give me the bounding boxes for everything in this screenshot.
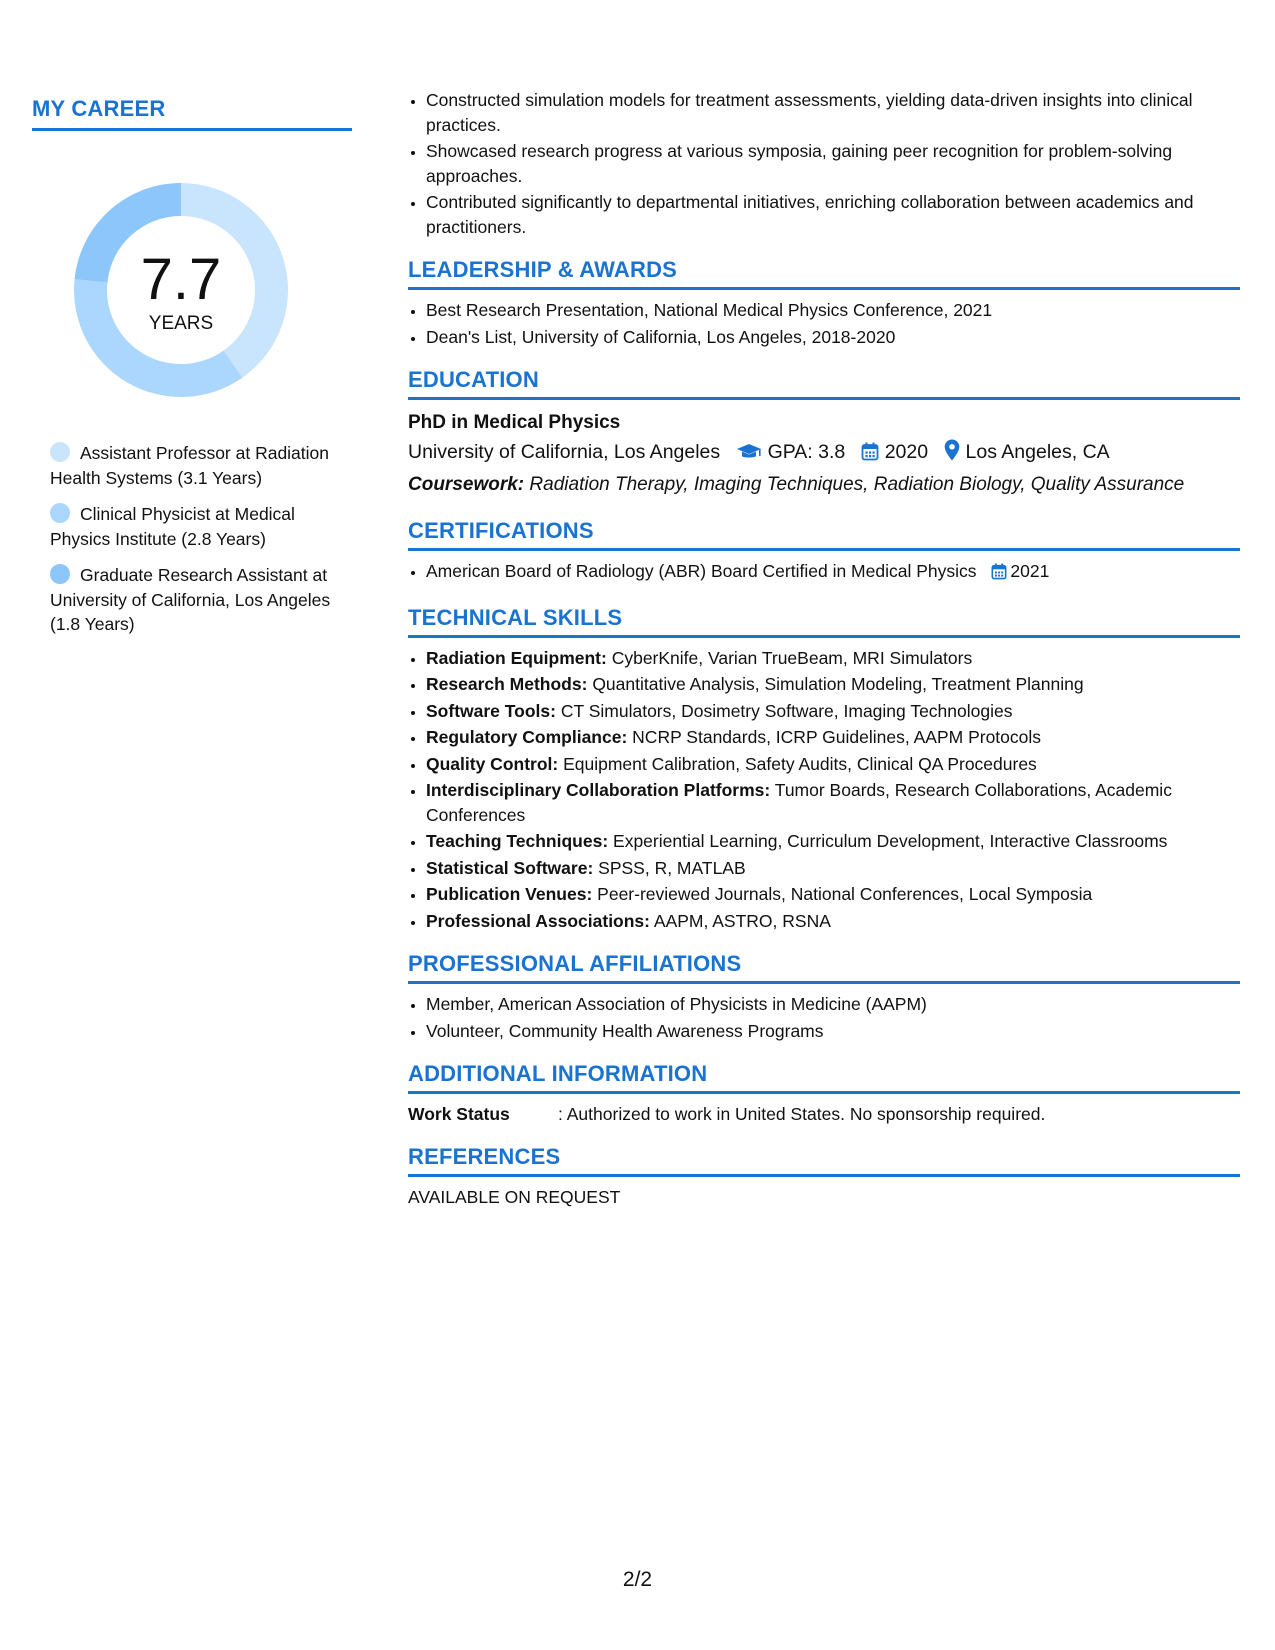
references-text: AVAILABLE ON REQUEST bbox=[408, 1187, 621, 1207]
skill-label: Statistical Software: bbox=[426, 857, 594, 878]
legend-item bbox=[50, 441, 340, 490]
section-title: LEADERSHIP & AWARDS bbox=[408, 257, 1240, 290]
list-item: • Best Research Presentation, National Medical Physics Conference, 2021 bbox=[426, 298, 1240, 323]
legend-dot bbox=[50, 442, 70, 462]
list-item bbox=[426, 909, 1240, 934]
list-item bbox=[426, 646, 1240, 671]
coursework-value: Radiation Therapy, Imaging Techniques, Radiation Biology, Quality Assurance bbox=[529, 474, 1185, 495]
skill-value: AAPM, ASTRO, RSNA bbox=[653, 910, 831, 931]
list-item bbox=[426, 699, 1240, 724]
references-section bbox=[408, 1144, 1240, 1208]
section-title: EDUCATION bbox=[408, 367, 1240, 400]
certifications-list bbox=[408, 559, 1240, 587]
skill-label: Regulatory Compliance: bbox=[426, 727, 628, 747]
skill-value: Tumor Boards, Research Collaborations, Academic Conferences bbox=[426, 780, 1172, 825]
coursework bbox=[408, 470, 1240, 500]
page-number: 2/2 bbox=[622, 1568, 653, 1591]
legend-item bbox=[50, 502, 340, 551]
skill-value: Experiential Learning, Curriculum Development, Interactive Classrooms bbox=[613, 831, 1168, 851]
graduation-cap-icon bbox=[736, 440, 762, 470]
certification-name: American Board of Radiology (ABR) Board Certified in Medical Physics bbox=[426, 561, 977, 581]
list-item bbox=[426, 672, 1240, 697]
list-item bbox=[426, 778, 1240, 827]
skill-value: SPSS, R, MATLAB bbox=[598, 857, 746, 878]
legend-dot bbox=[50, 503, 70, 523]
certification-year: 2021 bbox=[1010, 561, 1050, 581]
work-status bbox=[408, 1102, 1240, 1126]
experience-bullets bbox=[408, 88, 1240, 239]
career-years-unit: YEARS bbox=[148, 313, 214, 334]
skills-section bbox=[408, 605, 1240, 934]
list-item: • Member, American Association of Physicists in Medicine (AAPM) bbox=[426, 992, 1240, 1017]
career-legend bbox=[50, 441, 340, 637]
list-item: • Volunteer, Community Health Awareness Programs bbox=[426, 1019, 1240, 1044]
degree-title: PhD in Medical Physics bbox=[408, 412, 621, 433]
map-pin-icon bbox=[944, 439, 960, 470]
list-item: • Showcased research progress at various symposia, gaining peer recognition for problem-solving approaches. bbox=[426, 139, 1240, 188]
list-item bbox=[426, 725, 1240, 750]
calendar-icon bbox=[991, 562, 1007, 587]
gpa-value: GPA: 3.8 bbox=[767, 441, 846, 463]
legend-label: Assistant Professor at Radiation Health Systems (3.1 Years) bbox=[50, 443, 330, 488]
skill-label: Software Tools: bbox=[426, 700, 556, 721]
career-sidebar bbox=[32, 96, 352, 649]
section-title: REFERENCES bbox=[408, 1144, 1240, 1177]
skill-value: Quantitative Analysis, Simulation Modeling, Treatment Planning bbox=[592, 674, 1084, 694]
list-item bbox=[426, 856, 1240, 881]
section-title: PROFESSIONAL AFFILIATIONS bbox=[408, 951, 1240, 984]
skill-label: Professional Associations: bbox=[426, 910, 650, 931]
career-title: MY CAREER bbox=[32, 96, 352, 131]
legend-label: Clinical Physicist at Medical Physics Institute (2.8 Years) bbox=[50, 504, 295, 549]
legend-item bbox=[50, 563, 340, 637]
additional-section bbox=[408, 1061, 1240, 1126]
calendar-icon bbox=[861, 440, 879, 470]
affiliations-list bbox=[408, 992, 1240, 1043]
skill-label: Teaching Techniques: bbox=[426, 831, 609, 851]
section-title: ADDITIONAL INFORMATION bbox=[408, 1061, 1240, 1094]
legend-dot bbox=[50, 564, 70, 584]
list-item bbox=[426, 559, 1240, 587]
affiliations-section bbox=[408, 951, 1240, 1043]
graduation-year: 2020 bbox=[884, 441, 929, 463]
skill-value: NCRP Standards, ICRP Guidelines, AAPM Protocols bbox=[632, 727, 1042, 747]
skill-value: CyberKnife, Varian TrueBeam, MRI Simulators bbox=[611, 647, 973, 668]
skill-label: Quality Control: bbox=[426, 753, 559, 774]
skill-value: CT Simulators, Dosimetry Software, Imaging Technologies bbox=[560, 700, 1013, 721]
list-item: • Constructed simulation models for treatment assessments, yielding data-driven insights into clinical practices. bbox=[426, 88, 1240, 137]
legend-label: Graduate Research Assistant at University of California, Los Angeles (1.8 Years) bbox=[50, 565, 331, 634]
list-item bbox=[426, 829, 1240, 854]
list-item: • Dean's List, University of California, Los Angeles, 2018-2020 bbox=[426, 325, 1240, 350]
donut-center bbox=[66, 175, 296, 405]
career-total-years: 7.7 bbox=[140, 247, 222, 312]
list-item: • Contributed significantly to departmental initiatives, enriching collaboration between academics and practitioners. bbox=[426, 190, 1240, 239]
list-item bbox=[426, 752, 1240, 777]
leadership-section bbox=[408, 257, 1240, 349]
skill-label: Publication Venues: bbox=[426, 884, 593, 904]
skill-label: Research Methods: bbox=[426, 674, 588, 694]
skill-label: Interdisciplinary Collaboration Platforms: bbox=[426, 780, 771, 800]
leadership-list bbox=[408, 298, 1240, 349]
skills-list bbox=[408, 646, 1240, 934]
list-item bbox=[426, 882, 1240, 907]
work-status-value: : Authorized to work in United States. No sponsorship required. bbox=[558, 1104, 1046, 1124]
section-title: TECHNICAL SKILLS bbox=[408, 605, 1240, 638]
career-donut-chart bbox=[66, 175, 296, 405]
work-status-label: Work Status bbox=[408, 1104, 510, 1124]
section-title: CERTIFICATIONS bbox=[408, 518, 1240, 551]
education-details bbox=[408, 437, 1240, 470]
main-column bbox=[408, 80, 1240, 1208]
skill-label: Radiation Equipment: bbox=[426, 647, 607, 668]
skill-value: Equipment Calibration, Safety Audits, Clinical QA Procedures bbox=[563, 753, 1037, 774]
school-location: Los Angeles, CA bbox=[965, 441, 1110, 463]
certifications-section bbox=[408, 518, 1240, 587]
skill-value: Peer-reviewed Journals, National Conferences, Local Symposia bbox=[597, 884, 1093, 904]
school-name: University of California, Los Angeles bbox=[408, 441, 721, 463]
coursework-label: Coursework: bbox=[408, 474, 525, 495]
education-section bbox=[408, 367, 1240, 500]
